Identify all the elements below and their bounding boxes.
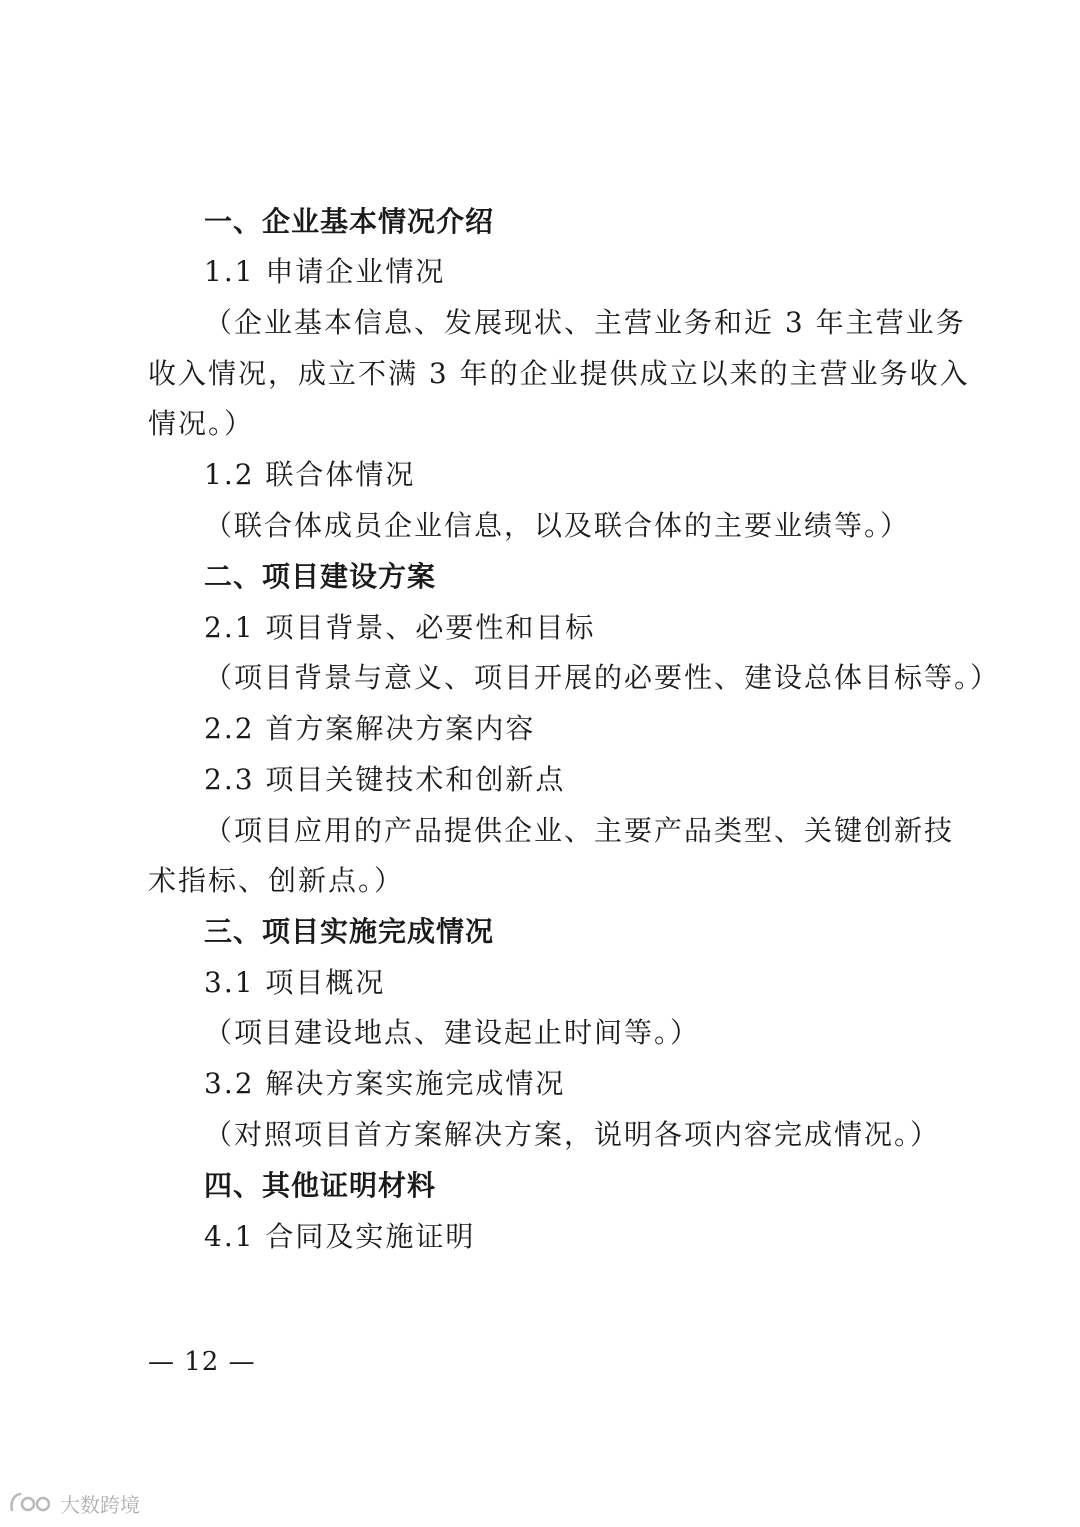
subsection-3-2: 3.2 解决方案实施完成情况	[204, 1067, 566, 1100]
subsection-2-2: 2.2 首方案解决方案内容	[204, 712, 536, 745]
paragraph-line: （企业基本信息、发展现状、主营业务和近 3 年主营业务	[204, 306, 966, 339]
paragraph-line: （项目背景与意义、项目开展的必要性、建设总体目标等。）	[204, 661, 1001, 694]
paragraph-line: 术指标、创新点。）	[148, 864, 405, 897]
watermark	[8, 1488, 140, 1518]
paragraph-line: （项目应用的产品提供企业、主要产品类型、关键创新技	[204, 814, 955, 847]
section-heading-4: 四、其他证明材料	[204, 1169, 437, 1202]
paragraph-line: 情况。）	[148, 407, 255, 440]
page-number: — 12 —	[148, 1347, 256, 1377]
section-heading-1: 一、企业基本情况介绍	[204, 205, 495, 238]
paragraph-line: （对照项目首方案解决方案，说明各项内容完成情况。）	[204, 1118, 941, 1151]
subsection-2-1: 2.1 项目背景、必要性和目标	[204, 611, 596, 644]
paragraph-line: 收入情况，成立不满 3 年的企业提供成立以来的主营业务收入	[148, 357, 970, 390]
watermark-text: 大数跨境	[60, 1492, 140, 1517]
subsection-3-1: 3.1 项目概况	[204, 966, 386, 999]
subsection-1-2: 1.2 联合体情况	[204, 458, 416, 491]
section-heading-2: 二、项目建设方案	[204, 560, 437, 593]
subsection-4-1: 4.1 合同及实施证明	[204, 1220, 476, 1253]
paragraph-line: （项目建设地点、建设起止时间等。）	[204, 1016, 701, 1049]
brand-logo-icon	[8, 1490, 54, 1516]
paragraph-line: （联合体成员企业信息，以及联合体的主要业绩等。）	[204, 509, 911, 542]
subsection-2-3: 2.3 项目关键技术和创新点	[204, 763, 566, 796]
subsection-1-1: 1.1 申请企业情况	[204, 255, 446, 288]
section-heading-3: 三、项目实施完成情况	[204, 915, 495, 948]
